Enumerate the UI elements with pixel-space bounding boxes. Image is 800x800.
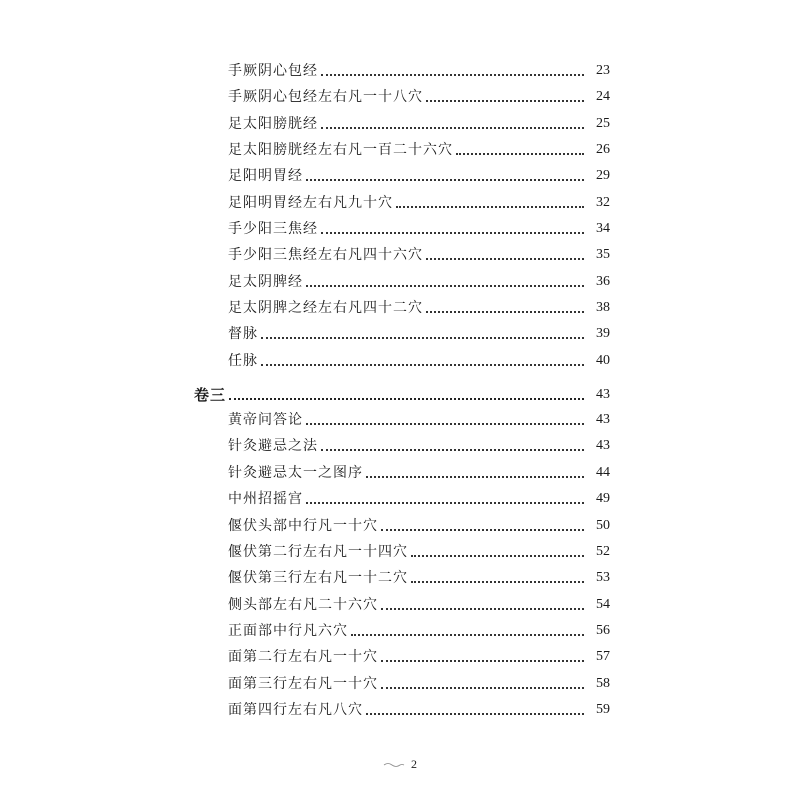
toc-entry-page: 59 — [596, 702, 610, 717]
toc-entry-title: 足太阳膀胱经左右凡一百二十六穴 — [228, 142, 453, 158]
toc-entry-title: 任脉 — [228, 353, 258, 369]
dot-leader — [426, 258, 584, 260]
toc-entry-page: 54 — [596, 597, 610, 612]
toc-entry-page: 53 — [596, 570, 610, 585]
toc-entry[interactable] — [228, 240, 610, 264]
toc-entry-page: 34 — [596, 221, 610, 236]
toc-entry-title: 面第四行左右凡八穴 — [228, 702, 363, 718]
dot-leader — [229, 398, 584, 400]
dot-leader — [381, 660, 584, 662]
dot-leader — [321, 127, 584, 129]
toc-entry-title: 面第二行左右凡一十穴 — [228, 649, 378, 665]
toc-entry[interactable] — [228, 161, 610, 185]
toc-entry-title: 黄帝问答论 — [228, 412, 303, 428]
dot-leader — [351, 634, 584, 636]
dot-leader — [456, 153, 584, 155]
toc-entry[interactable] — [228, 293, 610, 317]
toc-entry-page: 32 — [596, 195, 610, 210]
toc-entry[interactable] — [228, 563, 610, 587]
toc-entry-title: 偃伏第二行左右凡一十四穴 — [228, 544, 408, 560]
dot-leader — [306, 285, 584, 287]
dot-leader — [321, 74, 584, 76]
toc-entry-page: 40 — [596, 353, 610, 368]
toc-entry[interactable] — [228, 214, 610, 238]
dot-leader — [366, 713, 584, 715]
toc-entry-title: 侧头部左右凡二十六穴 — [228, 597, 378, 613]
page-number: 2 — [411, 757, 417, 771]
toc-entry[interactable] — [228, 484, 610, 508]
toc-entry[interactable] — [228, 590, 610, 614]
dot-leader — [426, 100, 584, 102]
dot-leader — [381, 529, 584, 531]
toc-entry-title: 足太阴脾之经左右凡四十二穴 — [228, 300, 423, 316]
dot-leader — [261, 337, 584, 339]
toc-entry[interactable] — [228, 56, 610, 80]
dot-leader — [381, 687, 584, 689]
toc-entry[interactable] — [228, 669, 610, 693]
dot-leader — [306, 502, 584, 504]
dot-leader — [321, 449, 584, 451]
dot-leader — [306, 423, 584, 425]
toc-entry-title: 偃伏头部中行凡一十穴 — [228, 518, 378, 534]
toc-entry-page: 23 — [596, 63, 610, 78]
toc-entry[interactable] — [228, 405, 610, 429]
toc-entry-page: 49 — [596, 491, 610, 506]
toc-entry-page: 25 — [596, 116, 610, 131]
toc-entry-page: 58 — [596, 676, 610, 691]
dot-leader — [261, 364, 584, 366]
toc-entry[interactable] — [228, 616, 610, 640]
toc-entry-title: 手少阳三焦经左右凡四十六穴 — [228, 247, 423, 263]
toc-section-heading[interactable] — [194, 380, 610, 404]
toc-entry-page: 43 — [596, 412, 610, 427]
toc-entry-title: 手厥阴心包经左右凡一十八穴 — [228, 89, 423, 105]
dot-leader — [381, 608, 584, 610]
toc-entry[interactable] — [228, 319, 610, 343]
toc-entry[interactable] — [228, 109, 610, 133]
toc-entry[interactable] — [228, 537, 610, 561]
toc-entry[interactable] — [228, 458, 610, 482]
toc-entry-page: 38 — [596, 300, 610, 315]
toc-entry-title: 足阳明胃经 — [228, 168, 303, 184]
toc-entry[interactable] — [228, 642, 610, 666]
toc-entry-page: 35 — [596, 247, 610, 262]
toc-entry-page: 44 — [596, 465, 610, 480]
toc-entry-title: 面第三行左右凡一十穴 — [228, 676, 378, 692]
toc-entry[interactable] — [228, 267, 610, 291]
dot-leader — [321, 232, 584, 234]
toc-entry[interactable] — [228, 346, 610, 370]
toc-entry-title: 足太阴脾经 — [228, 274, 303, 290]
toc-entry-title: 足太阳膀胱经 — [228, 116, 318, 132]
toc-entry[interactable] — [228, 431, 610, 455]
toc-entry[interactable] — [228, 188, 610, 212]
toc-entry-title: 足阳明胃经左右凡九十穴 — [228, 195, 393, 211]
section-page: 43 — [596, 387, 610, 402]
ornament-icon — [383, 762, 405, 768]
dot-leader — [306, 179, 584, 181]
toc-entry-title: 中州招摇宫 — [228, 491, 303, 507]
toc-entry-page: 52 — [596, 544, 610, 559]
toc-entry-page: 56 — [596, 623, 610, 638]
toc-entry-page: 26 — [596, 142, 610, 157]
toc-entry[interactable] — [228, 82, 610, 106]
toc-entry-page: 57 — [596, 649, 610, 664]
toc-entry-title: 针灸避忌太一之图序 — [228, 465, 363, 481]
dot-leader — [411, 581, 584, 583]
toc-entry[interactable] — [228, 695, 610, 719]
toc-entry-title: 手少阳三焦经 — [228, 221, 318, 237]
toc-entry-page: 39 — [596, 326, 610, 341]
toc-entry-page: 24 — [596, 89, 610, 104]
toc-entry[interactable] — [228, 511, 610, 535]
toc-entry-page: 29 — [596, 168, 610, 183]
toc-entry-page: 36 — [596, 274, 610, 289]
toc-entry-page: 50 — [596, 518, 610, 533]
dot-leader — [366, 476, 584, 478]
toc-entry-page: 43 — [596, 438, 610, 453]
toc-entry-title: 正面部中行凡六穴 — [228, 623, 348, 639]
toc-entry-title: 偃伏第三行左右凡一十二穴 — [228, 570, 408, 586]
section-title: 卷三 — [194, 386, 227, 404]
dot-leader — [411, 555, 584, 557]
toc-entry[interactable] — [228, 135, 610, 159]
toc-entry-title: 督脉 — [228, 326, 258, 342]
page-footer — [0, 757, 800, 772]
dot-leader — [426, 311, 584, 313]
dot-leader — [396, 206, 584, 208]
toc-entry-title: 针灸避忌之法 — [228, 438, 318, 454]
toc-entry-title: 手厥阴心包经 — [228, 63, 318, 79]
